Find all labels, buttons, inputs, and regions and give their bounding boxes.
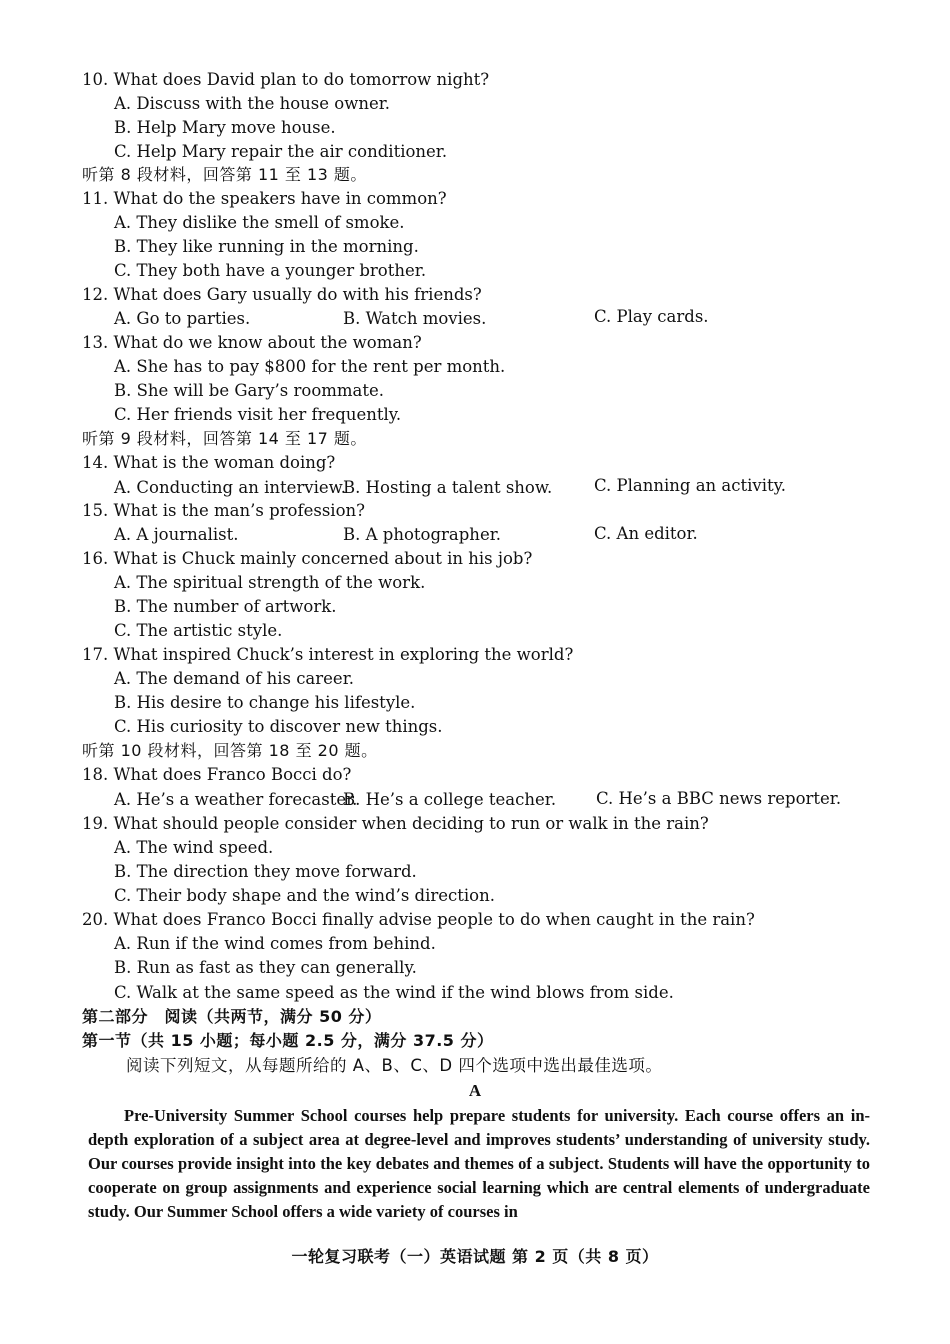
option-14c: C. Planning an activity. <box>594 476 787 495</box>
option-15a: A. A journalist. <box>114 525 239 544</box>
option-19b: B. The direction they move forward. <box>114 862 417 881</box>
question-12: 12. What does Gary usually do with his friends? <box>82 285 482 304</box>
option-20a: A. Run if the wind comes from behind. <box>114 934 436 953</box>
option-18a: A. He’s a weather forecaster. <box>114 790 358 809</box>
option-20b: B. Run as fast as they can generally. <box>114 958 417 977</box>
option-19a: A. The wind speed. <box>114 838 274 857</box>
option-16a: A. The spiritual strength of the work. <box>114 573 426 592</box>
option-15c: C. An editor. <box>594 524 698 543</box>
option-17a: A. The demand of his career. <box>114 669 355 688</box>
question-17: 17. What inspired Chuck’s interest in exploring the world? <box>82 645 574 664</box>
material-10-heading: 听第 10 段材料，回答第 18 至 20 题。 <box>82 741 378 760</box>
passage-paragraph: Pre-University Summer School courses help prepare students for university. Each course offers an in-depth exploration of a subject area at degree-level and improves students’ understanding of university study. Our courses provide insight into the key debates and themes of a subject. Students will have the opportunity to cooperate on group assignments and experience social learning which are central elements of undergraduate study. Our Summer School offers a wide variety of courses in <box>88 1106 870 1221</box>
page-footer: 一轮复习联考（一）英语试题 第 2 页（共 8 页） <box>291 1247 659 1266</box>
option-14a: A. Conducting an interview. <box>114 478 347 497</box>
option-13b: B. She will be Gary’s roommate. <box>114 381 385 400</box>
option-16c: C. The artistic style. <box>114 621 283 640</box>
option-13c: C. Her friends visit her frequently. <box>114 405 402 424</box>
option-18c: C. He’s a BBC news reporter. <box>596 789 842 808</box>
section-1-heading: 第一节（共 15 小题；每小题 2.5 分，满分 37.5 分） <box>82 1031 494 1050</box>
question-13: 13. What do we know about the woman? <box>82 333 422 352</box>
option-12c: C. Play cards. <box>594 307 709 326</box>
option-12a: A. Go to parties. <box>114 309 251 328</box>
option-11b: B. They like running in the morning. <box>114 237 419 256</box>
option-13a: A. She has to pay $800 for the rent per month. <box>114 357 506 376</box>
question-19: 19. What should people consider when deciding to run or walk in the rain? <box>82 814 709 833</box>
option-17c: C. His curiosity to discover new things. <box>114 717 443 736</box>
option-18b: B. He’s a college teacher. <box>343 790 557 809</box>
question-20: 20. What does Franco Bocci finally advise people to do when caught in the rain? <box>82 910 755 929</box>
option-14b: B. Hosting a talent show. <box>343 478 553 497</box>
material-8-heading: 听第 8 段材料，回答第 11 至 13 题。 <box>82 165 367 184</box>
option-17b: B. His desire to change his lifestyle. <box>114 693 416 712</box>
material-9-heading: 听第 9 段材料，回答第 14 至 17 题。 <box>82 429 367 448</box>
question-14: 14. What is the woman doing? <box>82 453 336 472</box>
option-11a: A. They dislike the smell of smoke. <box>114 213 405 232</box>
option-15b: B. A photographer. <box>343 525 502 544</box>
option-16b: B. The number of artwork. <box>114 597 337 616</box>
option-10a: A. Discuss with the house owner. <box>114 94 391 113</box>
part-2-heading: 第二部分 阅读（共两节，满分 50 分） <box>82 1007 382 1026</box>
option-20c: C. Walk at the same speed as the wind if the wind blows from side. <box>114 983 674 1002</box>
question-16: 16. What is Chuck mainly concerned about in his job? <box>82 549 533 568</box>
option-11c: C. They both have a younger brother. <box>114 261 427 280</box>
question-10: 10. What does David plan to do tomorrow night? <box>82 70 490 89</box>
option-12b: B. Watch movies. <box>343 309 487 328</box>
option-10b: B. Help Mary move house. <box>114 118 336 137</box>
option-19c: C. Their body shape and the wind’s direction. <box>114 886 495 905</box>
reading-instruction: 阅读下列短文，从每题所给的 A、B、C、D 四个选项中选出最佳选项。 <box>126 1056 663 1075</box>
question-18: 18. What does Franco Bocci do? <box>82 765 352 784</box>
question-15: 15. What is the man’s profession? <box>82 501 365 520</box>
passage-title: A <box>468 1081 482 1100</box>
question-11: 11. What do the speakers have in common? <box>82 189 447 208</box>
option-10c: C. Help Mary repair the air conditioner. <box>114 142 448 161</box>
